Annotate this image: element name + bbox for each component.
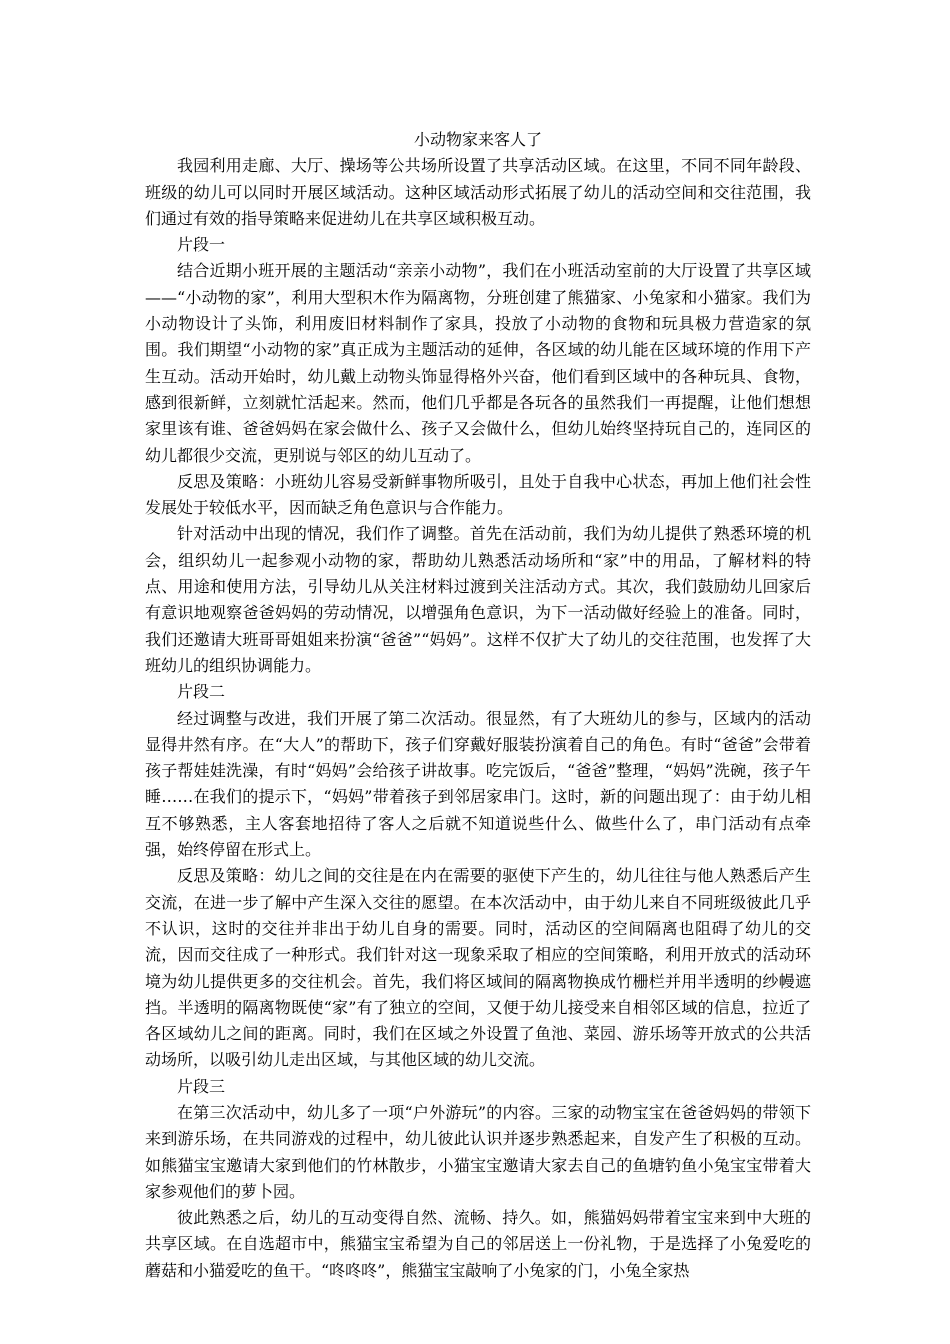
section-1-paragraph: 结合近期小班开展的主题活动“亲亲小动物”，我们在小班活动室前的大厅设置了共享区域——“小动物的家”，利用大型积木作为隔离物，分班创建了熊猫家、小兔家和小猫家。我们为小动物设计了头饰，利用废旧材料制作了家具，投放了小动物的食物和玩具极力营造家的氛围。我们期望“小动物的家”真正成为主题活动的延伸，各区域的幼儿能在区域环境的作用下产生互动。活动开始时，幼儿戴上动物头饰显得格外兴奋，他们看到区域中的各种玩具、食物，感到很新鲜，立刻就忙活起来。然而，他们几乎都是各玩各的虽然我们一再提醒，让他们想想家里该有谁、爸爸妈妈在家会做什么、孩子又会做什么，但幼儿始终坚持玩自己的，连同区的幼儿都很少交流，更别说与邻区的幼儿互动了。 [145, 261, 811, 465]
section-3-paragraph: 在第三次活动中，幼儿多了一项“户外游玩”的内容。三家的动物宝宝在爸爸妈妈的带领下来到游乐场，在共同游戏的过程中，幼儿彼此认识并逐步熟悉起来，自发产生了积极的互动。如熊猫宝宝邀请大家到他们的竹林散步，小猫宝宝邀请大家去自己的鱼塘钓鱼小兔宝宝带着大家参观他们的萝卜园。 [145, 1102, 811, 1201]
reflection-paragraph-1: 反思及策略：小班幼儿容易受新鲜事物所吸引，且处于自我中心状态，再加上他们社会性发展处于较低水平，因而缺乏角色意识与合作能力。 [145, 471, 811, 518]
section-heading-3: 片段三 [177, 1076, 226, 1096]
intro-paragraph: 我园利用走廊、大厅、操场等公共场所设置了共享活动区域。在这里，不同不同年龄段、班级的幼儿可以同时开展区域活动。这种区域活动形式拓展了幼儿的活动空间和交往范围，我们通过有效的指导策略来促进幼儿在共享区域积极互动。 [145, 156, 811, 228]
section-heading-2: 片段二 [177, 682, 226, 702]
document-title: 小动物家来客人了 [413, 130, 542, 149]
reflection-paragraph-2: 反思及策略：幼儿之间的交往是在内在需要的驱使下产生的，幼儿往往与他人熟悉后产生交流，在进一步了解中产生深入交往的愿望。在本次活动中，由于幼儿来自不同班级彼此几乎不认识，这时的交往并非出于幼儿自身的需要。同时，活动区的空间隔离也阻碍了幼儿的交流，因而交往成了一种形式。我们针对这一现象采取了相应的空间策略，利用开放式的活动环境为幼儿提供更多的交往机会。首先，我们将区域间的隔离物换成竹栅栏并用半透明的纱幔遮挡。半透明的隔离物既使“家”有了独立的空间，又便于幼儿接受来自相邻区域的信息，拉近了各区域幼儿之间的距离。同时，我们在区域之外设置了鱼池、菜园、游乐场等开放式的公共活动场所，以吸引幼儿走出区域，与其他区域的幼儿交流。 [145, 866, 811, 1070]
document-page [145, 127, 811, 1284]
section-heading-1: 片段一 [177, 235, 226, 255]
section-2-paragraph: 经过调整与改进，我们开展了第二次活动。很显然，有了大班幼儿的参与，区域内的活动显得井然有序。在“大人”的帮助下，孩子们穿戴好服装扮演着自己的角色。有时“爸爸”会带着孩子帮娃娃洗澡，有时“妈妈”会给孩子讲故事。吃完饭后，“爸爸”整理，“妈妈”洗碗，孩子午睡……在我们的提示下，“妈妈”带着孩子到邻居家串门。这时，新的问题出现了：由于幼儿相互不够熟悉，主人客套地招待了客人之后就不知道说些什么、做些什么了，串门活动有点牵强，始终停留在形式上。 [145, 708, 811, 860]
closing-paragraph: 彼此熟悉之后，幼儿的互动变得自然、流畅、持久。如，熊猫妈妈带着宝宝来到中大班的共享区域。在自选超市中，熊猫宝宝希望为自己的邻居送上一份礼物，于是选择了小兔爱吃的蘑菇和小猫爱吃的鱼干。“咚咚咚”，熊猫宝宝敲响了小兔家的门，小兔全家热 [145, 1208, 811, 1280]
adjustment-paragraph: 针对活动中出现的情况，我们作了调整。首先在活动前，我们为幼儿提供了熟悉环境的机会，组织幼儿一起参观小动物的家，帮助幼儿熟悉活动场所和“家”中的用品，了解材料的特点、用途和使用方法，引导幼儿从关注材料过渡到关注活动方式。其次，我们鼓励幼儿回家后有意识地观察爸爸妈妈的劳动情况，以增强角色意识，为下一活动做好经验上的准备。同时，我们还邀请大班哥哥姐姐来扮演“爸爸”“妈妈”。这样不仅扩大了幼儿的交往范围，也发挥了大班幼儿的组织协调能力。 [145, 524, 811, 675]
